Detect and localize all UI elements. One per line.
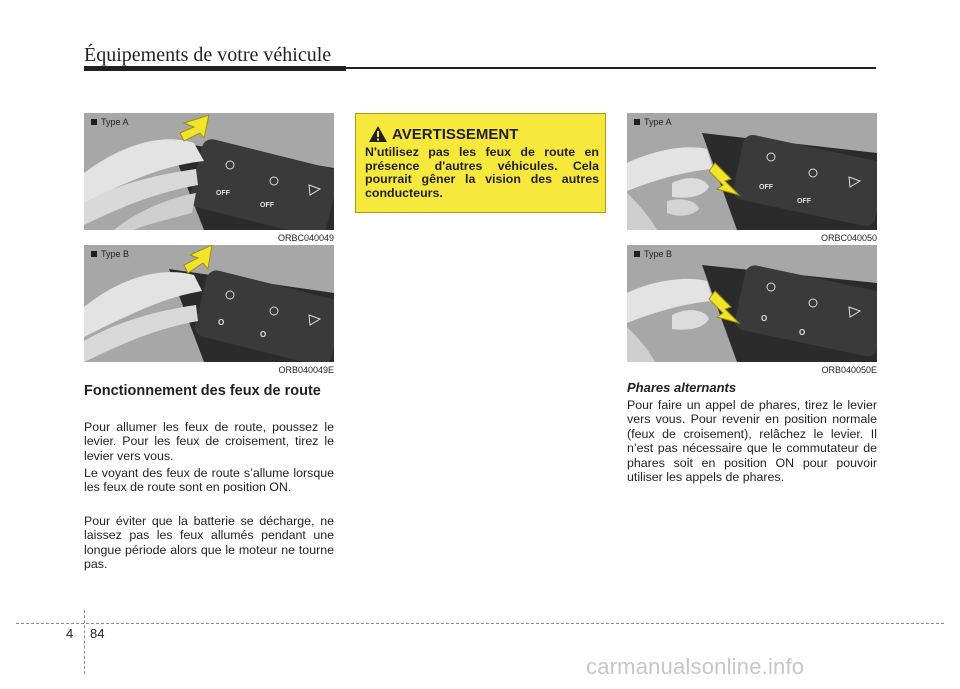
o-mark: O — [761, 314, 768, 323]
chapter-number: 4 — [66, 626, 74, 641]
paragraph-high-beam-3: Pour éviter que la batterie se décharge, ne laissez pas les feux allumés pendant une longue période alors que le moteur ne tourne pas. — [84, 514, 334, 572]
footer-dashed-divider — [84, 610, 85, 674]
watermark: carmanualsonline.info — [586, 654, 805, 679]
figure-type-label — [634, 249, 672, 259]
warning-title: AVERTISSEMENT — [392, 126, 519, 143]
type-label-text: Type B — [644, 249, 673, 259]
square-bullet-icon — [91, 119, 97, 125]
o-mark: O — [218, 318, 225, 327]
footer-dashed-rule — [16, 623, 944, 624]
type-label-text: Type B — [101, 249, 130, 259]
paragraph-high-beam-2: Le voyant des feux de route s’allume lorsque les feux de route sont en position ON. — [84, 466, 334, 495]
figure-type-a-push — [84, 113, 334, 230]
off-mark: OFF — [759, 184, 773, 191]
figure-code: ORB040049E — [278, 365, 334, 375]
lever-push-illustration — [84, 113, 334, 230]
off-mark: OFF — [216, 190, 230, 197]
paragraph-high-beam-1: Pour allumer les feux de route, poussez le levier. Pour les feux de croisement, tirez le levier vers vous. — [84, 420, 334, 463]
square-bullet-icon — [91, 251, 97, 257]
paragraph-flash-to-pass: Pour faire un appel de phares, tirez le levier vers vous. Pour revenir en position normale (feux de croisement), relâchez le levier. Il n’est pas nécessaire que le commutateur de phares soit en position ON pour pouvoir utiliser les appels de phares. — [627, 398, 877, 485]
figure-code: ORB040050E — [821, 365, 877, 375]
o-mark: O — [260, 330, 267, 339]
type-label-text: Type A — [101, 117, 129, 127]
section-heading-high-beam: Fonctionnement des feux de route — [84, 383, 321, 399]
subheading-flash-to-pass: Phares alternants — [627, 380, 737, 395]
square-bullet-icon — [634, 251, 640, 257]
figure-code: ORBC040049 — [277, 233, 334, 243]
figure-type-a-pull — [627, 113, 877, 230]
header-tab-bar — [84, 66, 346, 71]
lever-push-illustration — [84, 245, 334, 362]
off-mark: OFF — [797, 198, 811, 205]
page-number: 84 — [90, 626, 105, 641]
warning-text: N'utilisez pas les feux de route en présence d'autres véhicules. Cela pourrait gêner la vision des autres conducteurs. — [365, 145, 599, 200]
type-label-text: Type A — [644, 117, 672, 127]
page-header-title: Équipements de votre véhicule — [84, 44, 332, 66]
figure-code: ORBC040050 — [820, 233, 877, 243]
square-bullet-icon — [634, 119, 640, 125]
off-mark: OFF — [260, 202, 274, 209]
warning-triangle-icon — [368, 125, 388, 143]
figure-type-label — [91, 117, 129, 127]
figure-type-b-push — [84, 245, 334, 362]
figure-type-b-pull — [627, 245, 877, 362]
lever-pull-illustration — [627, 245, 877, 362]
lever-pull-illustration — [627, 113, 877, 230]
o-mark: O — [799, 328, 806, 337]
figure-type-label — [634, 117, 672, 127]
figure-type-label — [91, 249, 129, 259]
warning-box — [355, 113, 606, 213]
